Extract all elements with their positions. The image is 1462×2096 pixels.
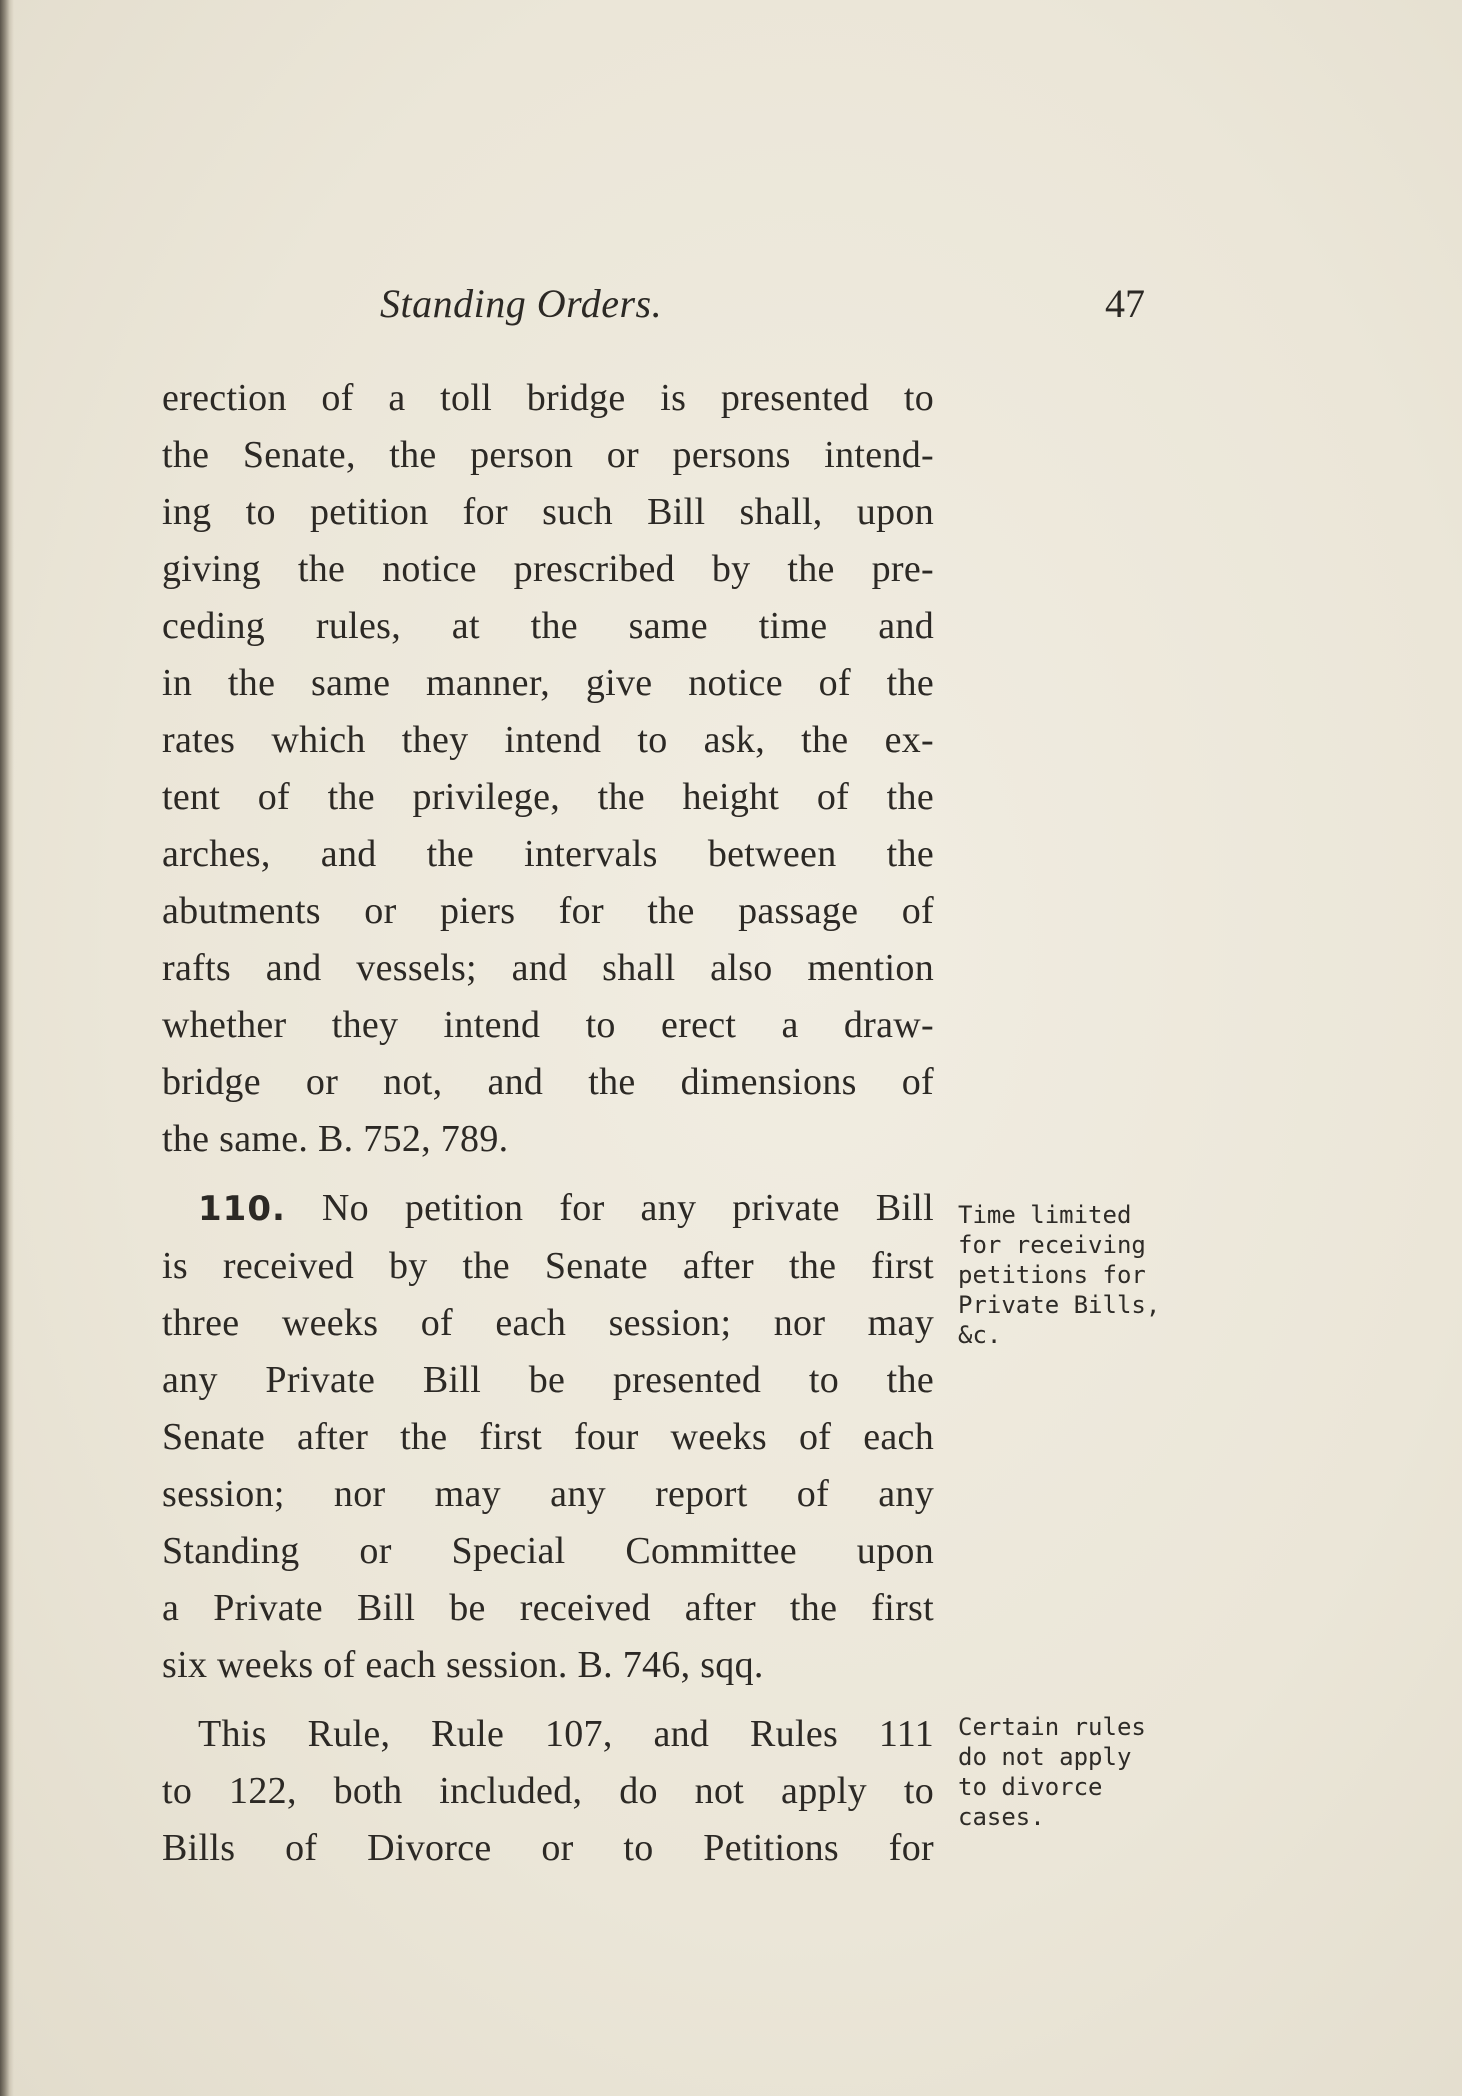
text-line: Senate after the first four weeks of each: [162, 1416, 934, 1458]
text-line: Standing or Special Committee upon: [162, 1530, 934, 1572]
sidenote-line: cases.: [958, 1803, 1045, 1831]
paragraph-rule-110: [162, 1180, 934, 1694]
text-line: any Private Bill be presented to the: [162, 1359, 934, 1401]
running-title: Standing Orders.: [380, 281, 663, 326]
text-line: rafts and vessels; and shall also mention: [162, 947, 934, 989]
page-number: 47: [1105, 281, 1145, 326]
text-line: is received by the Senate after the first: [162, 1245, 934, 1287]
sidenote-line: for receiving: [958, 1231, 1146, 1259]
sidenote-time-limited: [958, 1200, 1168, 1350]
rule-number: 110.: [198, 1189, 286, 1229]
text-run: No petition for any private Bill: [321, 1187, 934, 1229]
running-head: [160, 280, 1160, 340]
binding-edge: [0, 0, 14, 2096]
sidenote-line: petitions for: [958, 1261, 1146, 1289]
text-line: session; nor may any report of any: [162, 1473, 934, 1515]
paragraph-continuation: [162, 370, 934, 1168]
text-line: the Senate, the person or persons intend-: [162, 434, 934, 476]
text-line: giving the notice prescribed by the pre-: [162, 548, 934, 590]
sidenote-line: to divorce: [958, 1773, 1103, 1801]
text-line: whether they intend to erect a draw-: [162, 1004, 934, 1046]
text-line: bridge or not, and the dimensions of: [162, 1061, 934, 1103]
rule-110-first-line: [162, 1180, 934, 1238]
text-line: the same. B. 752, 789.: [162, 1118, 509, 1160]
text-line: in the same manner, give notice of the: [162, 662, 934, 704]
text-line: six weeks of each session. B. 746, sqq.: [162, 1644, 764, 1686]
sidenote-line: Private Bills,: [958, 1291, 1161, 1319]
text-line: to 122, both included, do not apply to: [162, 1770, 934, 1812]
text-line: abutments or piers for the passage of: [162, 890, 934, 932]
sidenote-line: &c.: [958, 1321, 1002, 1349]
sidenote-divorce-cases: [958, 1712, 1168, 1832]
text-line: [162, 1706, 934, 1763]
paragraph-divorce-rule: [162, 1706, 934, 1877]
sidenote-line: Time limited: [958, 1201, 1132, 1229]
text-line: Bills of Divorce or to Petitions for: [162, 1827, 934, 1869]
text-line: a Private Bill be received after the first: [162, 1587, 934, 1629]
sidenote-line: do not apply: [958, 1743, 1132, 1771]
sidenote-line: Certain rules: [958, 1713, 1146, 1741]
text-line: arches, and the intervals between the: [162, 833, 934, 875]
text-line: three weeks of each session; nor may: [162, 1302, 934, 1344]
text-line: ceding rules, at the same time and: [162, 605, 934, 647]
text-line: rates which they intend to ask, the ex-: [162, 719, 934, 761]
body-text: [162, 370, 934, 1877]
text-line: erection of a toll bridge is presented to: [162, 377, 934, 419]
text-line: ing to petition for such Bill shall, upon: [162, 491, 934, 533]
text-line: tent of the privilege, the height of the: [162, 776, 934, 818]
text-run: This Rule, Rule 107, and Rules 111: [198, 1713, 934, 1755]
